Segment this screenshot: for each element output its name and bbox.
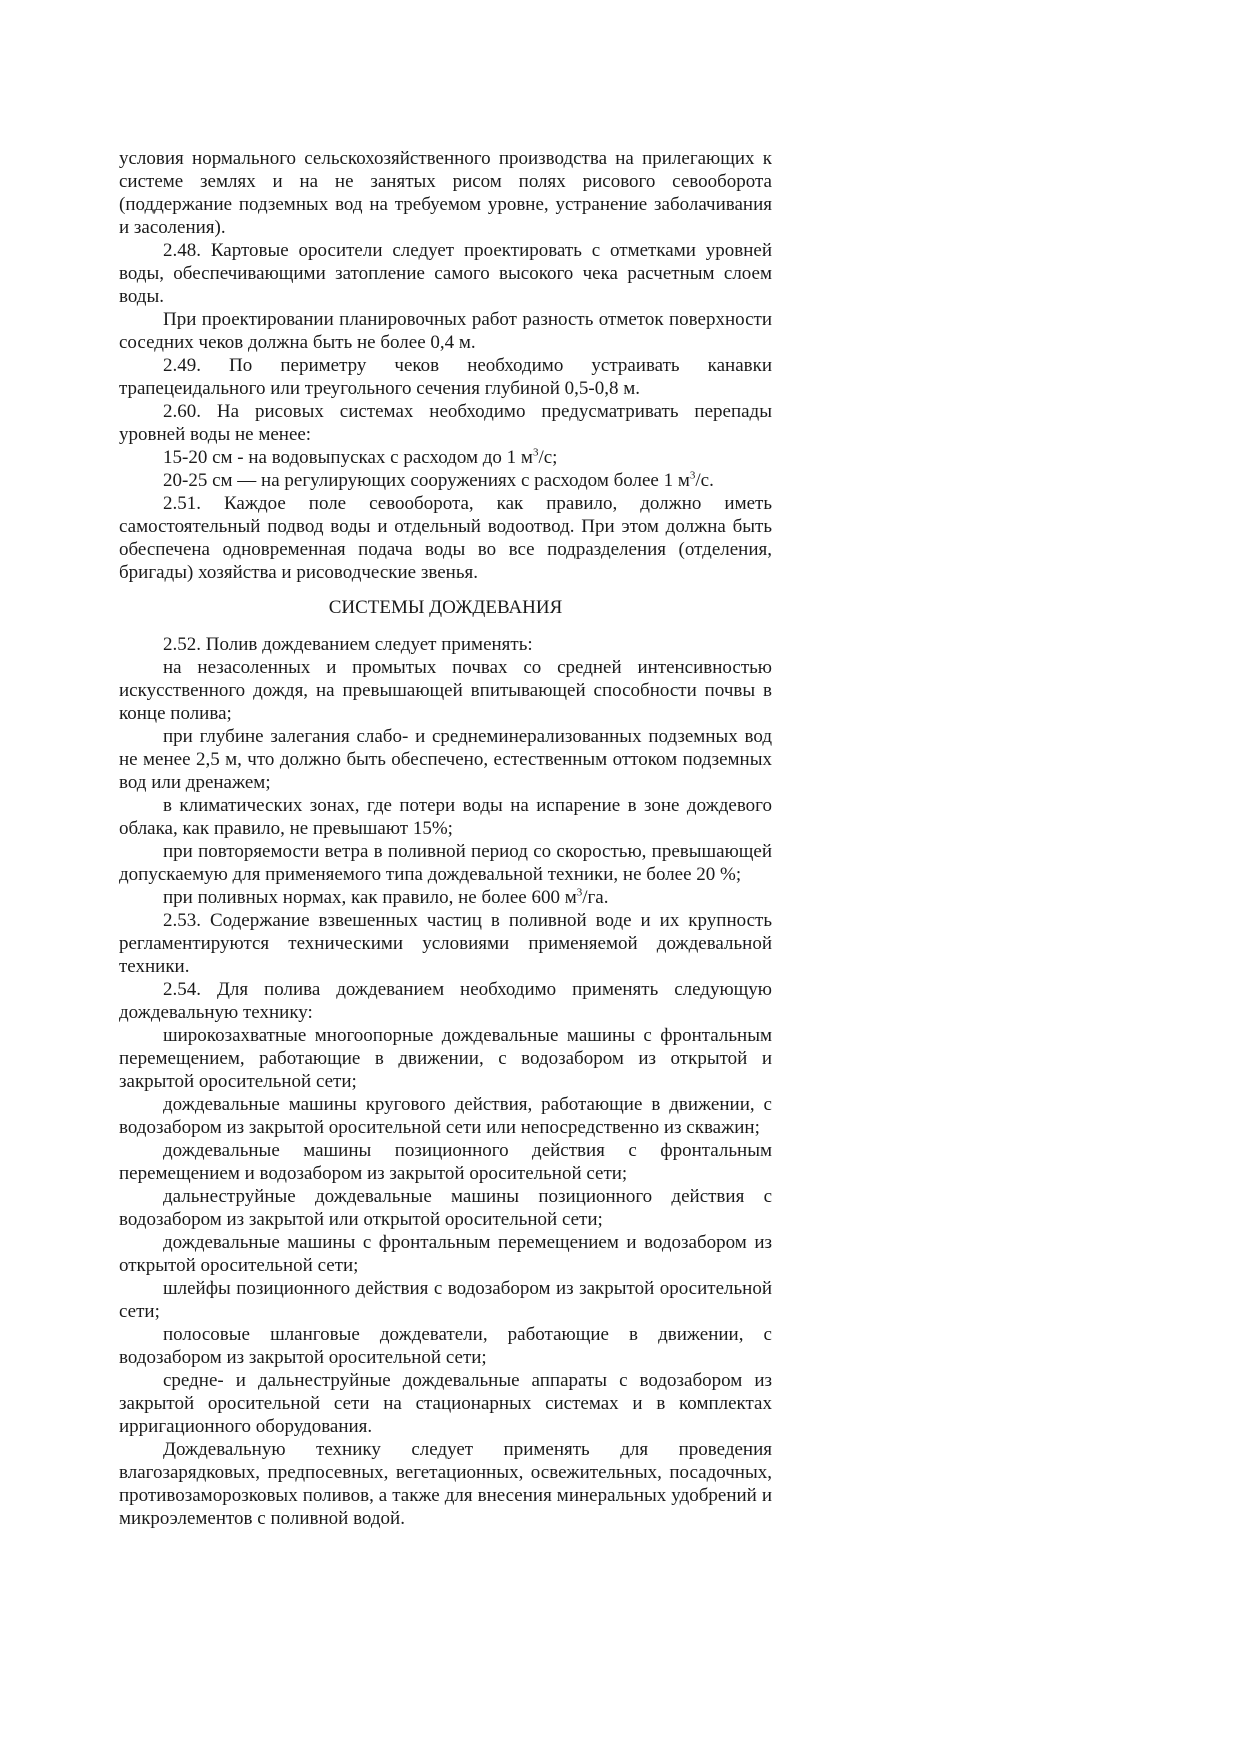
list-item: на незасоленных и промытых почвах со средней интенсивностью искусственного дождя, на превышающей впитывающей способности почвы в конце полива; bbox=[119, 657, 772, 724]
list-item: широкозахватные многоопорные дождевальные машины с фронтальным перемещением, работающие в движении, с водозабором из открытой и закрытой оросительной сети; bbox=[119, 1025, 772, 1092]
paragraph-drop-15-20 bbox=[119, 446, 772, 469]
superscript: 3 bbox=[532, 446, 539, 459]
paragraph-drop-20-25 bbox=[119, 469, 772, 492]
paragraph-2-49: 2.49. По периметру чеков необходимо устраивать канавки трапецеидального или треугольного сечения глубиной 0,5-0,8 м. bbox=[119, 355, 772, 399]
list-item: полосовые шланговые дождеватели, работающие в движении, с водозабором из закрытой оросительной сети; bbox=[119, 1324, 772, 1368]
text-run: /с; bbox=[538, 447, 558, 468]
text-run: при поливных нормах, как правило, не более 600 м bbox=[163, 887, 577, 908]
list-item: дальнеструйные дождевальные машины позиционного действия с водозабором из закрытой или открытой оросительной сети; bbox=[119, 1186, 772, 1230]
list-item: шлейфы позиционного действия с водозабором из закрытой оросительной сети; bbox=[119, 1278, 772, 1322]
document-page bbox=[119, 147, 772, 1530]
section-heading: СИСТЕМЫ ДОЖДЕВАНИЯ bbox=[328, 597, 563, 618]
text-run: 15-20 см - на водовыпусках с расходом до 1 м bbox=[163, 447, 533, 468]
text-run: 20-25 см — на регулирующих сооружениях с расходом более 1 м bbox=[163, 470, 690, 491]
paragraph-2-54: 2.54. Для полива дождеванием необходимо применять следующую дождевальную технику: bbox=[119, 979, 772, 1023]
paragraph-2-48: 2.48. Картовые оросители следует проектировать с отметками уровней воды, обеспечивающими затопление самого высокого чека расчетным слоем воды. bbox=[119, 240, 772, 307]
superscript: 3 bbox=[576, 886, 583, 899]
paragraph-2-52: 2.52. Полив дождеванием следует применять: bbox=[163, 634, 533, 655]
list-item bbox=[119, 886, 772, 909]
paragraph-leveling: При проектировании планировочных работ разность отметок поверхности соседних чеков должна быть не более 0,4 м. bbox=[119, 309, 772, 353]
list-item: в климатических зонах, где потери воды на испарение в зоне дождевого облака, как правило, не превышают 15%; bbox=[119, 795, 772, 839]
paragraph-2-60: 2.60. На рисовых системах необходимо предусматривать перепады уровней воды не менее: bbox=[119, 401, 772, 445]
superscript: 3 bbox=[689, 469, 696, 482]
list-item: дождевальные машины с фронтальным перемещением и водозабором из открытой оросительной сети; bbox=[119, 1232, 772, 1276]
list-item: средне- и дальнеструйные дождевальные аппараты с водозабором из закрытой оросительной сети на стационарных системах и в комплектах ирригационного оборудования. bbox=[119, 1370, 772, 1437]
paragraph-2-51: 2.51. Каждое поле севооборота, как правило, должно иметь самостоятельный подвод воды и отдельный водоотвод. При этом должна быть обеспечена одновременная подача воды во все подразделения (отделения, бригады) хозяйства и рисоводческие звенья. bbox=[119, 493, 772, 583]
text-run: /га. bbox=[582, 887, 609, 908]
text-run: /с. bbox=[695, 470, 714, 491]
list-item: при глубине залегания слабо- и среднеминерализованных подземных вод не менее 2,5 м, что должно быть обеспечено, естественным оттоком подземных вод или дренажем; bbox=[119, 726, 772, 793]
list-item: дождевальные машины кругового действия, работающие в движении, с водозабором из закрытой оросительной сети или непосредственно из скважин; bbox=[119, 1094, 772, 1138]
list-item: при повторяемости ветра в поливной период со скоростью, превышающей допускаемую для применяемого типа дождевальной техники, не более 20 %; bbox=[119, 841, 772, 885]
paragraph-application: Дождевальную технику следует применять для проведения влагозарядковых, предпосевных, вегетационных, освежительных, посадочных, противозаморозковых поливов, а также для внесения минеральных удобрений и микроэлементов с поливной водой. bbox=[119, 1439, 772, 1529]
paragraph-2-53: 2.53. Содержание взвешенных частиц в поливной воде и их крупность регламентируются техническими условиями применяемой дождевальной техники. bbox=[119, 910, 772, 977]
list-item: дождевальные машины позиционного действия с фронтальным перемещением и водозабором из закрытой оросительной сети; bbox=[119, 1140, 772, 1184]
paragraph-continuation: условия нормального сельскохозяйственного производства на прилегающих к системе землях и на не занятых рисом полях рисового севооборота (поддержание подземных вод на требуемом уровне, устранение заболачивания и засоления). bbox=[119, 148, 772, 238]
